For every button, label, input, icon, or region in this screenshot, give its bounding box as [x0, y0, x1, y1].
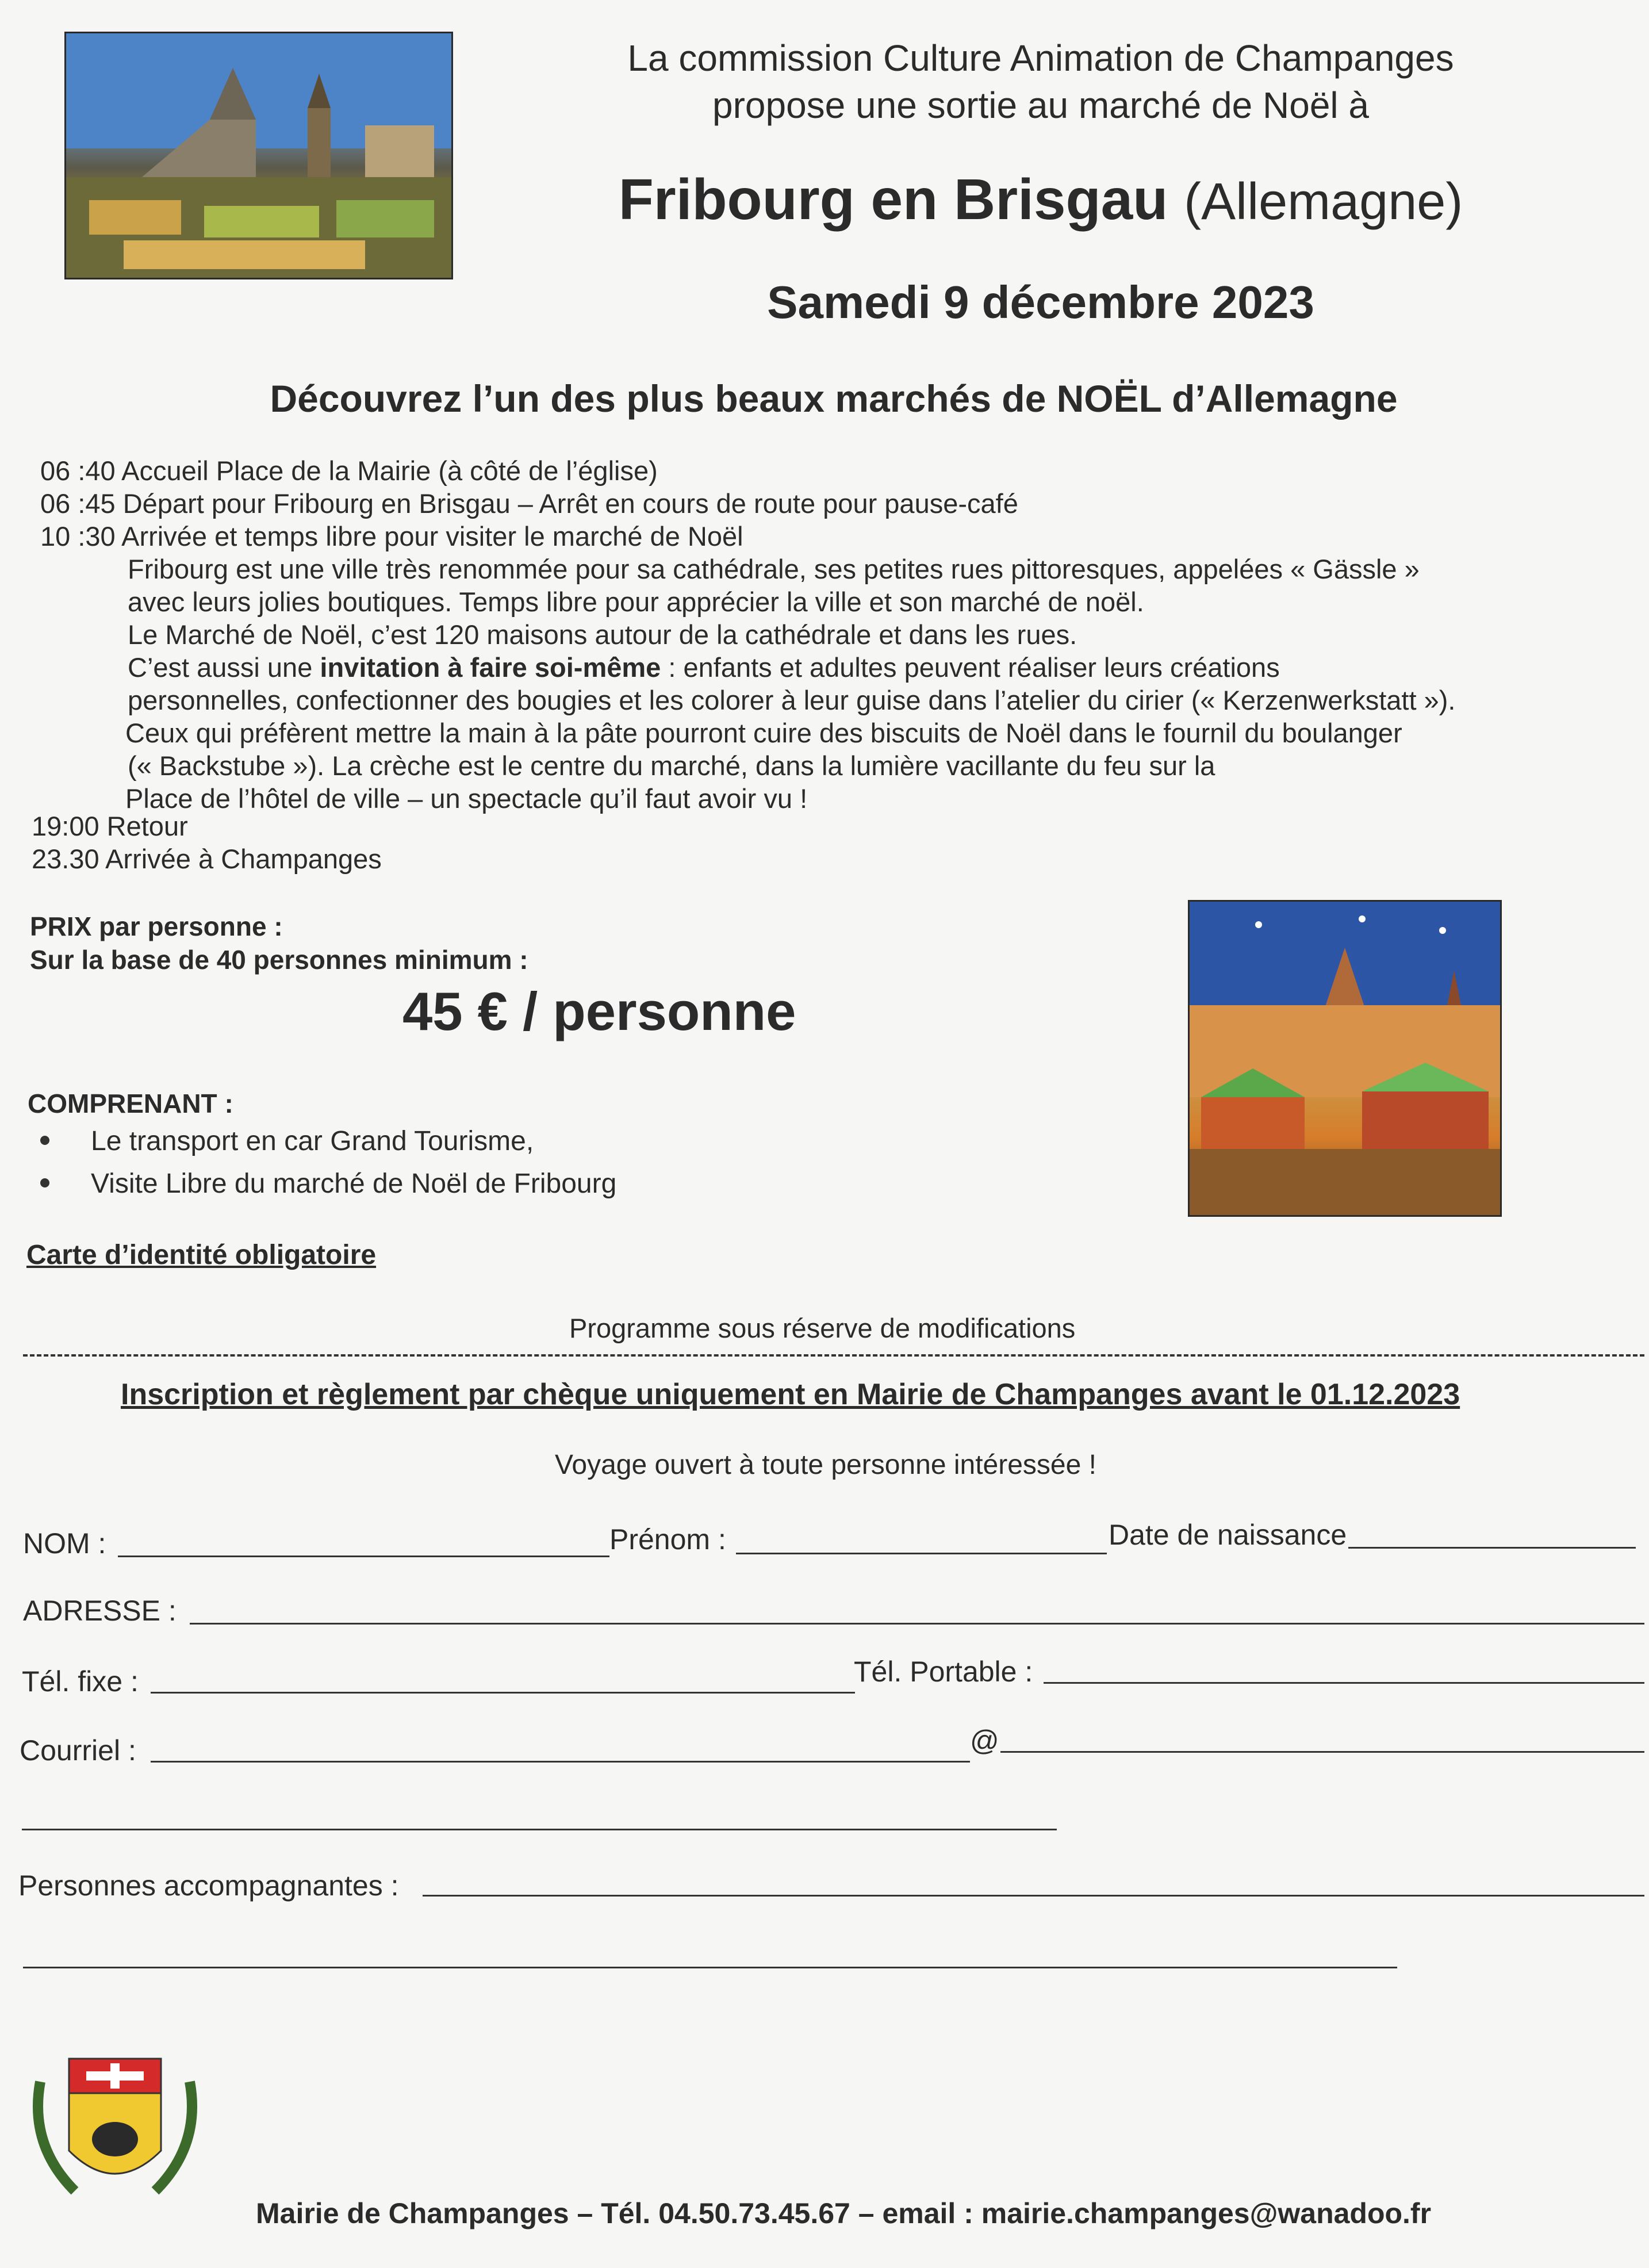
bold-text: invitation à faire soi-même — [320, 652, 661, 683]
text-span: : enfants et adultes peuvent réaliser leurs créations — [661, 652, 1280, 683]
program-line: 06 :40 Accueil Place de la Mairie (à côté de l’église) — [40, 455, 658, 486]
tel-fixe-label: Tél. fixe : — [22, 1665, 139, 1698]
program-description: Place de l’hôtel de ville – un spectacle qu’il faut avoir vu ! — [125, 783, 808, 814]
coat-of-arms-logo — [29, 2047, 201, 2208]
courriel-extra-line[interactable] — [22, 1829, 1057, 1830]
arrival-line: 23.30 Arrivée à Champanges — [32, 844, 382, 874]
program-schedule — [40, 454, 1564, 815]
text-span: C’est aussi une — [128, 652, 320, 683]
nom-label: NOM : — [23, 1527, 106, 1560]
list-item — [40, 1163, 616, 1205]
price-value: 45 € / personne — [402, 981, 796, 1041]
intro-text — [552, 35, 1529, 129]
courriel-label: Courriel : — [20, 1734, 136, 1767]
adresse-field[interactable] — [190, 1623, 1644, 1625]
christmas-market-photo — [1188, 900, 1502, 1217]
program-description — [40, 651, 1564, 684]
intro-line-1: La commission Culture Animation de Champanges — [627, 37, 1454, 79]
return-times — [32, 810, 382, 875]
program-description: Le Marché de Noël, c’est 120 maisons autour de la cathédrale et dans les rues. — [128, 619, 1077, 650]
bullet-icon — [40, 1136, 49, 1145]
price-label: PRIX par personne : — [30, 911, 283, 941]
return-line: 19:00 Retour — [32, 811, 188, 841]
includes-list — [40, 1120, 616, 1205]
program-description: personnelles, confectionner des bougies et les colorer à leur guise dans l’atelier du cirier (« Kerzenwerkstatt »). — [128, 685, 1456, 715]
country-name: (Allemagne) — [1184, 173, 1463, 231]
program-line: 06 :45 Départ pour Fribourg en Brisgau – Arrêt en cours de route pour pause-café — [40, 488, 1018, 519]
open-trip-note: Voyage ouvert à toute personne intéressée ! — [555, 1450, 1096, 1480]
at-sign: @ — [970, 1725, 999, 1757]
program-description: Fribourg est une ville très renommée pour sa cathédrale, ses petites rues pittoresques, appelées « Gässle » — [128, 554, 1420, 584]
list-item — [40, 1120, 616, 1163]
price-heading — [30, 910, 528, 976]
courriel-user-field[interactable] — [151, 1761, 970, 1763]
city-name: Fribourg en Brisgau — [618, 167, 1168, 232]
id-required-note: Carte d’identité obligatoire — [26, 1240, 377, 1270]
tel-portable-label: Tél. Portable : — [854, 1656, 1033, 1688]
prenom-field[interactable] — [736, 1553, 1107, 1554]
cathedral-market-photo — [64, 32, 453, 279]
list-item-text: Le transport en car Grand Tourisme, — [91, 1126, 534, 1156]
accompagnantes-field[interactable] — [423, 1895, 1644, 1897]
bullet-icon — [40, 1178, 49, 1187]
program-line: 10 :30 Arrivée et temps libre pour visiter le marché de Noël — [40, 521, 743, 551]
christmas-market-illustration — [1190, 902, 1500, 1215]
program-description: (« Backstube »). La crèche est le centre du marché, dans la lumière vacillante du feu sur la — [128, 750, 1215, 781]
program-reserve-note: Programme sous réserve de modifications — [569, 1313, 1076, 1343]
list-item-text: Visite Libre du marché de Noël de Fribourg — [91, 1169, 617, 1199]
crest-icon — [29, 2047, 201, 2208]
footer-contact: Mairie de Champanges – Tél. 04.50.73.45.67 – email : mairie.champanges@wanadoo.fr — [256, 2197, 1432, 2229]
destination-title — [552, 167, 1529, 233]
includes-heading: COMPRENANT : — [28, 1089, 233, 1118]
prenom-label: Prénom : — [609, 1523, 726, 1556]
cut-line-divider — [23, 1354, 1644, 1357]
birthdate-label: Date de naissance — [1109, 1519, 1347, 1551]
price-basis: Sur la base de 40 personnes minimum : — [30, 945, 528, 975]
tel-portable-field[interactable] — [1044, 1682, 1644, 1684]
birthdate-field[interactable] — [1348, 1547, 1636, 1549]
courriel-domain-field[interactable] — [1000, 1751, 1644, 1753]
discover-heading: Découvrez l’un des plus beaux marchés de NOËL d’Allemagne — [270, 377, 1398, 420]
registration-notice: Inscription et règlement par chèque uniquement en Mairie de Champanges avant le 01.12.2023 — [121, 1378, 1460, 1411]
program-description: Ceux qui préfèrent mettre la main à la pâte pourront cuire des biscuits de Noël dans le fournil du boulanger — [125, 718, 1402, 748]
nom-field[interactable] — [118, 1556, 609, 1557]
accompagnantes-extra-line[interactable] — [23, 1967, 1397, 1968]
program-description: avec leurs jolies boutiques. Temps libre pour apprécier la ville et son marché de noël. — [128, 587, 1144, 617]
intro-line-2: propose une sortie au marché de Noël à — [712, 85, 1370, 126]
cathedral-illustration — [66, 33, 451, 278]
adresse-label: ADRESSE : — [23, 1595, 177, 1627]
tel-fixe-field[interactable] — [151, 1692, 855, 1694]
event-date: Samedi 9 décembre 2023 — [767, 277, 1314, 328]
accompagnantes-label: Personnes accompagnantes : — [18, 1869, 399, 1902]
